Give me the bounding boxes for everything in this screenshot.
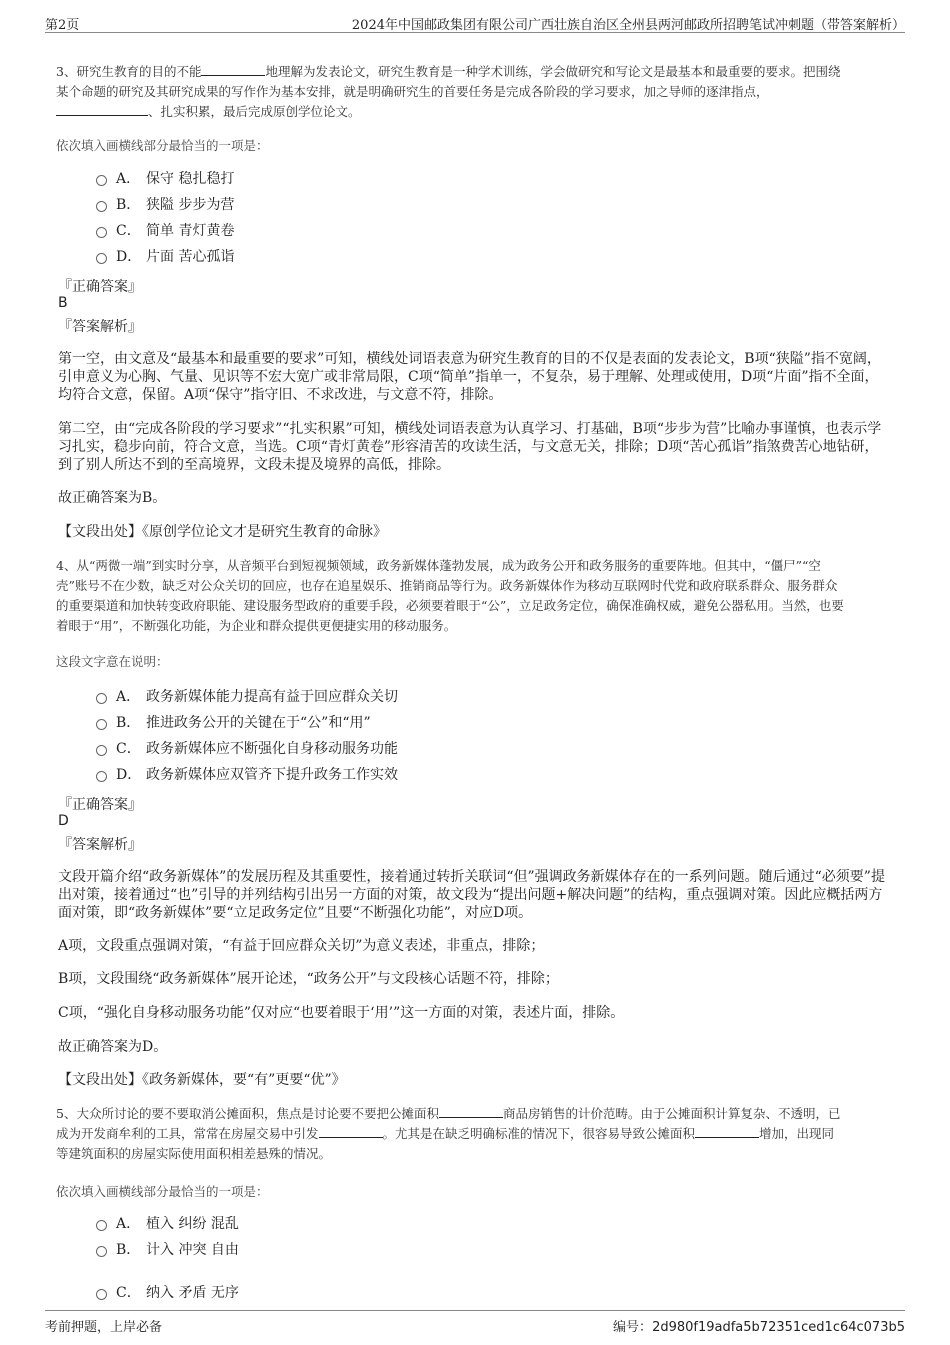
radio-icon[interactable] (96, 1289, 107, 1300)
option-letter: B． (116, 197, 141, 213)
q5-text-2: 商品房销售的计价范畴。由于公摊面积计算复杂、不透明，已 (502, 1106, 841, 1121)
q4-line-1: 4、从“两微一端”到实时分享，从音频平台到短视频领域，政务新媒体蓬勃发展，成为政务公开和政务服务的重要阵地。但其中，“僵尸”“空 (56, 558, 821, 573)
q5-blank-3 (695, 1125, 759, 1138)
q3-analysis-label: 『答案解析』 (58, 319, 142, 335)
option-letter: A． (116, 689, 141, 705)
option-text: 保守 稳扎稳打 (146, 171, 235, 187)
q5-option-c[interactable] (96, 1282, 239, 1304)
q5-text-5: 增加，出现同 (759, 1126, 835, 1141)
option-text: 政务新媒体应不断强化自身移动服务功能 (146, 741, 398, 757)
q4-analysis-c: C项，“强化自身移动服务功能”仅对应“也要着眼于‘用’”这一方面的对策，表述片面，排除。 (58, 1005, 625, 1021)
q5-blank-2 (319, 1125, 383, 1138)
option-text: 植入 纠纷 混乱 (146, 1216, 239, 1232)
q4-source: 【文段出处】《政务新媒体，要“有”更要“优”》 (58, 1072, 346, 1088)
q5-text-6: 等建筑面积的房屋实际使用面积相差悬殊的情况。 (56, 1146, 332, 1161)
q4-correct-label: 『正确答案』 (58, 797, 142, 813)
footer-slogan: 考前押题，上岸必备 (45, 1320, 163, 1335)
q3-blank-2 (56, 103, 148, 116)
option-letter: C． (116, 223, 141, 239)
q3-analysis-para-2: 第二空，由“完成各阶段的学习要求”“扎实积累”可知，横线处词语表意为认真学习、打基础，B项“步步为营”比喻办事谨慎，也表示学习扎实，稳步向前，符合文意，当选。C项“青灯黄卷”形容清苦的攻读生活，与文意无关，排除；D项“苦心孤诣”指煞费苦心地钻研，到了别人所达不到的至高境界，文段未提及境界的高低，排除。 (58, 421, 882, 473)
option-text: 政务新媒体应双管齐下提升政务工作实效 (146, 767, 398, 783)
radio-icon[interactable] (96, 719, 107, 730)
q4-analysis-b: B项，文段围绕“政务新媒体”展开论述，“政务公开”与文段核心话题不符，排除； (58, 971, 559, 987)
option-letter: C． (116, 741, 141, 757)
option-letter: A． (116, 1216, 141, 1232)
option-text: 片面 苦心孤诣 (146, 249, 235, 265)
q3-blank-1 (201, 63, 265, 76)
q3-analysis-para-1: 第一空，由文意及“最基本和最重要的要求”可知，横线处词语表意为研究生教育的目的不仅是表面的发表论文，B项“狭隘”指不宽阔，引申意义为心胸、气量、见识等不宏大宽广或非常局限，C项“简单”指单一，不复杂，易于理解、处理或使用，D项“片面”指不全面，均符合文意，保留。A项“保守”指守旧、不求改进，与文意不符，排除。 (58, 351, 881, 403)
q4-conclusion: 故正确答案为D。 (58, 1039, 168, 1055)
document-id (613, 1316, 905, 1335)
question-3-text (56, 62, 898, 122)
radio-icon[interactable] (96, 771, 107, 782)
radio-icon[interactable] (96, 693, 107, 704)
option-letter: B． (116, 715, 141, 731)
option-text: 计入 冲突 自由 (146, 1242, 239, 1258)
q4-line-2: 壳”账号不在少数，缺乏对公众关切的回应，也存在追星娱乐、推销商品等行为。政务新媒体作为移动互联网时代党和政府联系群众、服务群众 (56, 578, 838, 593)
q4-option-a[interactable] (96, 686, 398, 708)
option-letter: B． (116, 1242, 141, 1258)
question-4-text (56, 556, 898, 636)
q4-option-d[interactable] (96, 764, 398, 786)
option-text: 纳入 矛盾 无序 (146, 1285, 239, 1301)
q5-prompt: 依次填入画横线部分最恰当的一项是： (56, 1184, 269, 1199)
q3-option-d[interactable] (96, 246, 234, 268)
option-letter: A． (116, 171, 141, 187)
q3-conclusion: 故正确答案为B。 (58, 490, 167, 506)
q3-text-3: 某个命题的研究及其研究成果的写作作为基本安排，就是明确研究生的首要任务是完成各阶段的学习要求，加之导师的逐津指点， (56, 84, 769, 99)
option-letter: C． (116, 1285, 141, 1301)
q3-option-c[interactable] (96, 220, 234, 242)
q4-line-4: 着眼于“用”，不断强化功能，为企业和群众提供更便捷实用的移动服务。 (56, 618, 457, 633)
q4-line-3: 的重要渠道和加快转变政府职能、建设服务型政府的重要手段，必须要着眼于“公”，立足政务定位，确保准确权威，避免公器私用。当然，也要 (56, 598, 844, 613)
q3-text-1: 3、研究生教育的目的不能 (56, 64, 202, 79)
q4-analysis-a: A项，文段重点强调对策，“有益于回应群众关切”为意义表述，非重点，排除； (58, 938, 545, 954)
q3-correct-label: 『正确答案』 (58, 279, 142, 295)
q5-text-3: 成为开发商牟利的工具，常常在房屋交易中引发 (56, 1126, 319, 1141)
document-title: 2024年中国邮政集团有限公司广西壮族自治区全州县两河邮政所招聘笔试冲刺题（带答案解析） (351, 18, 905, 33)
q4-option-c[interactable] (96, 738, 398, 760)
q3-option-b[interactable] (96, 194, 234, 216)
option-letter: D． (116, 249, 142, 265)
radio-icon[interactable] (96, 201, 107, 212)
q3-text-4: 、扎实积累，最后完成原创学位论文。 (148, 104, 361, 119)
q4-analysis-para-1: 文段开篇介绍“政务新媒体”的发展历程及其重要性，接着通过转折关联词“但”强调政务新媒体存在的一系列问题。随后通过“必须要”提出对策，接着通过“也”引导的并列结构引出另一方面的对策，故文段为“提出问题+解决问题”的结构，重点强调对策。因此应概括两方面对策，即“政务新媒体”要“立足政务定位”且要“不断强化功能”，对应D项。 (58, 869, 885, 921)
option-text: 狭隘 步步为营 (146, 197, 235, 213)
radio-icon[interactable] (96, 227, 107, 238)
question-5-text (56, 1104, 898, 1164)
radio-icon[interactable] (96, 745, 107, 756)
radio-icon[interactable] (96, 175, 107, 186)
page-footer (45, 1310, 905, 1335)
q5-blank-1 (439, 1105, 503, 1118)
radio-icon[interactable] (96, 1246, 107, 1257)
option-text: 简单 青灯黄卷 (146, 223, 235, 239)
q4-prompt: 这段文字意在说明： (56, 654, 169, 669)
q5-option-a[interactable] (96, 1213, 239, 1235)
radio-icon[interactable] (96, 253, 107, 264)
q3-prompt: 依次填入画横线部分最恰当的一项是： (56, 138, 269, 153)
q4-option-b[interactable] (96, 712, 371, 734)
q3-answer: B (58, 295, 68, 311)
q3-source: 【文段出处】《原创学位论文才是研究生教育的命脉》 (58, 524, 387, 540)
q5-text-4: 。尤其是在缺乏明确标准的情况下，很容易导致公摊面积 (382, 1126, 696, 1141)
page-number: 第2页 (45, 18, 80, 33)
q4-answer: D (58, 813, 69, 829)
q3-text-2: 地理解为发表论文，研究生教育是一种学术训练，学会做研究和写论文是最基本和最重要的要求。把围绕 (265, 64, 841, 79)
q3-option-a[interactable] (96, 168, 234, 190)
q5-option-b[interactable] (96, 1239, 239, 1261)
document-id-label: 编号： (613, 1320, 653, 1335)
q5-text-1: 5、大众所讨论的要不要取消公摊面积，焦点是讨论要不要把公摊面积 (56, 1106, 439, 1121)
radio-icon[interactable] (96, 1220, 107, 1231)
q4-analysis-label: 『答案解析』 (58, 837, 142, 853)
option-text: 推进政务公开的关键在于“公”和“用” (146, 715, 371, 731)
page-header (45, 10, 905, 33)
document-id-code: 2d980f19adfa5b72351ced1c64c073b5 (652, 1320, 905, 1335)
option-text: 政务新媒体能力提高有益于回应群众关切 (146, 689, 398, 705)
option-letter: D． (116, 767, 142, 783)
